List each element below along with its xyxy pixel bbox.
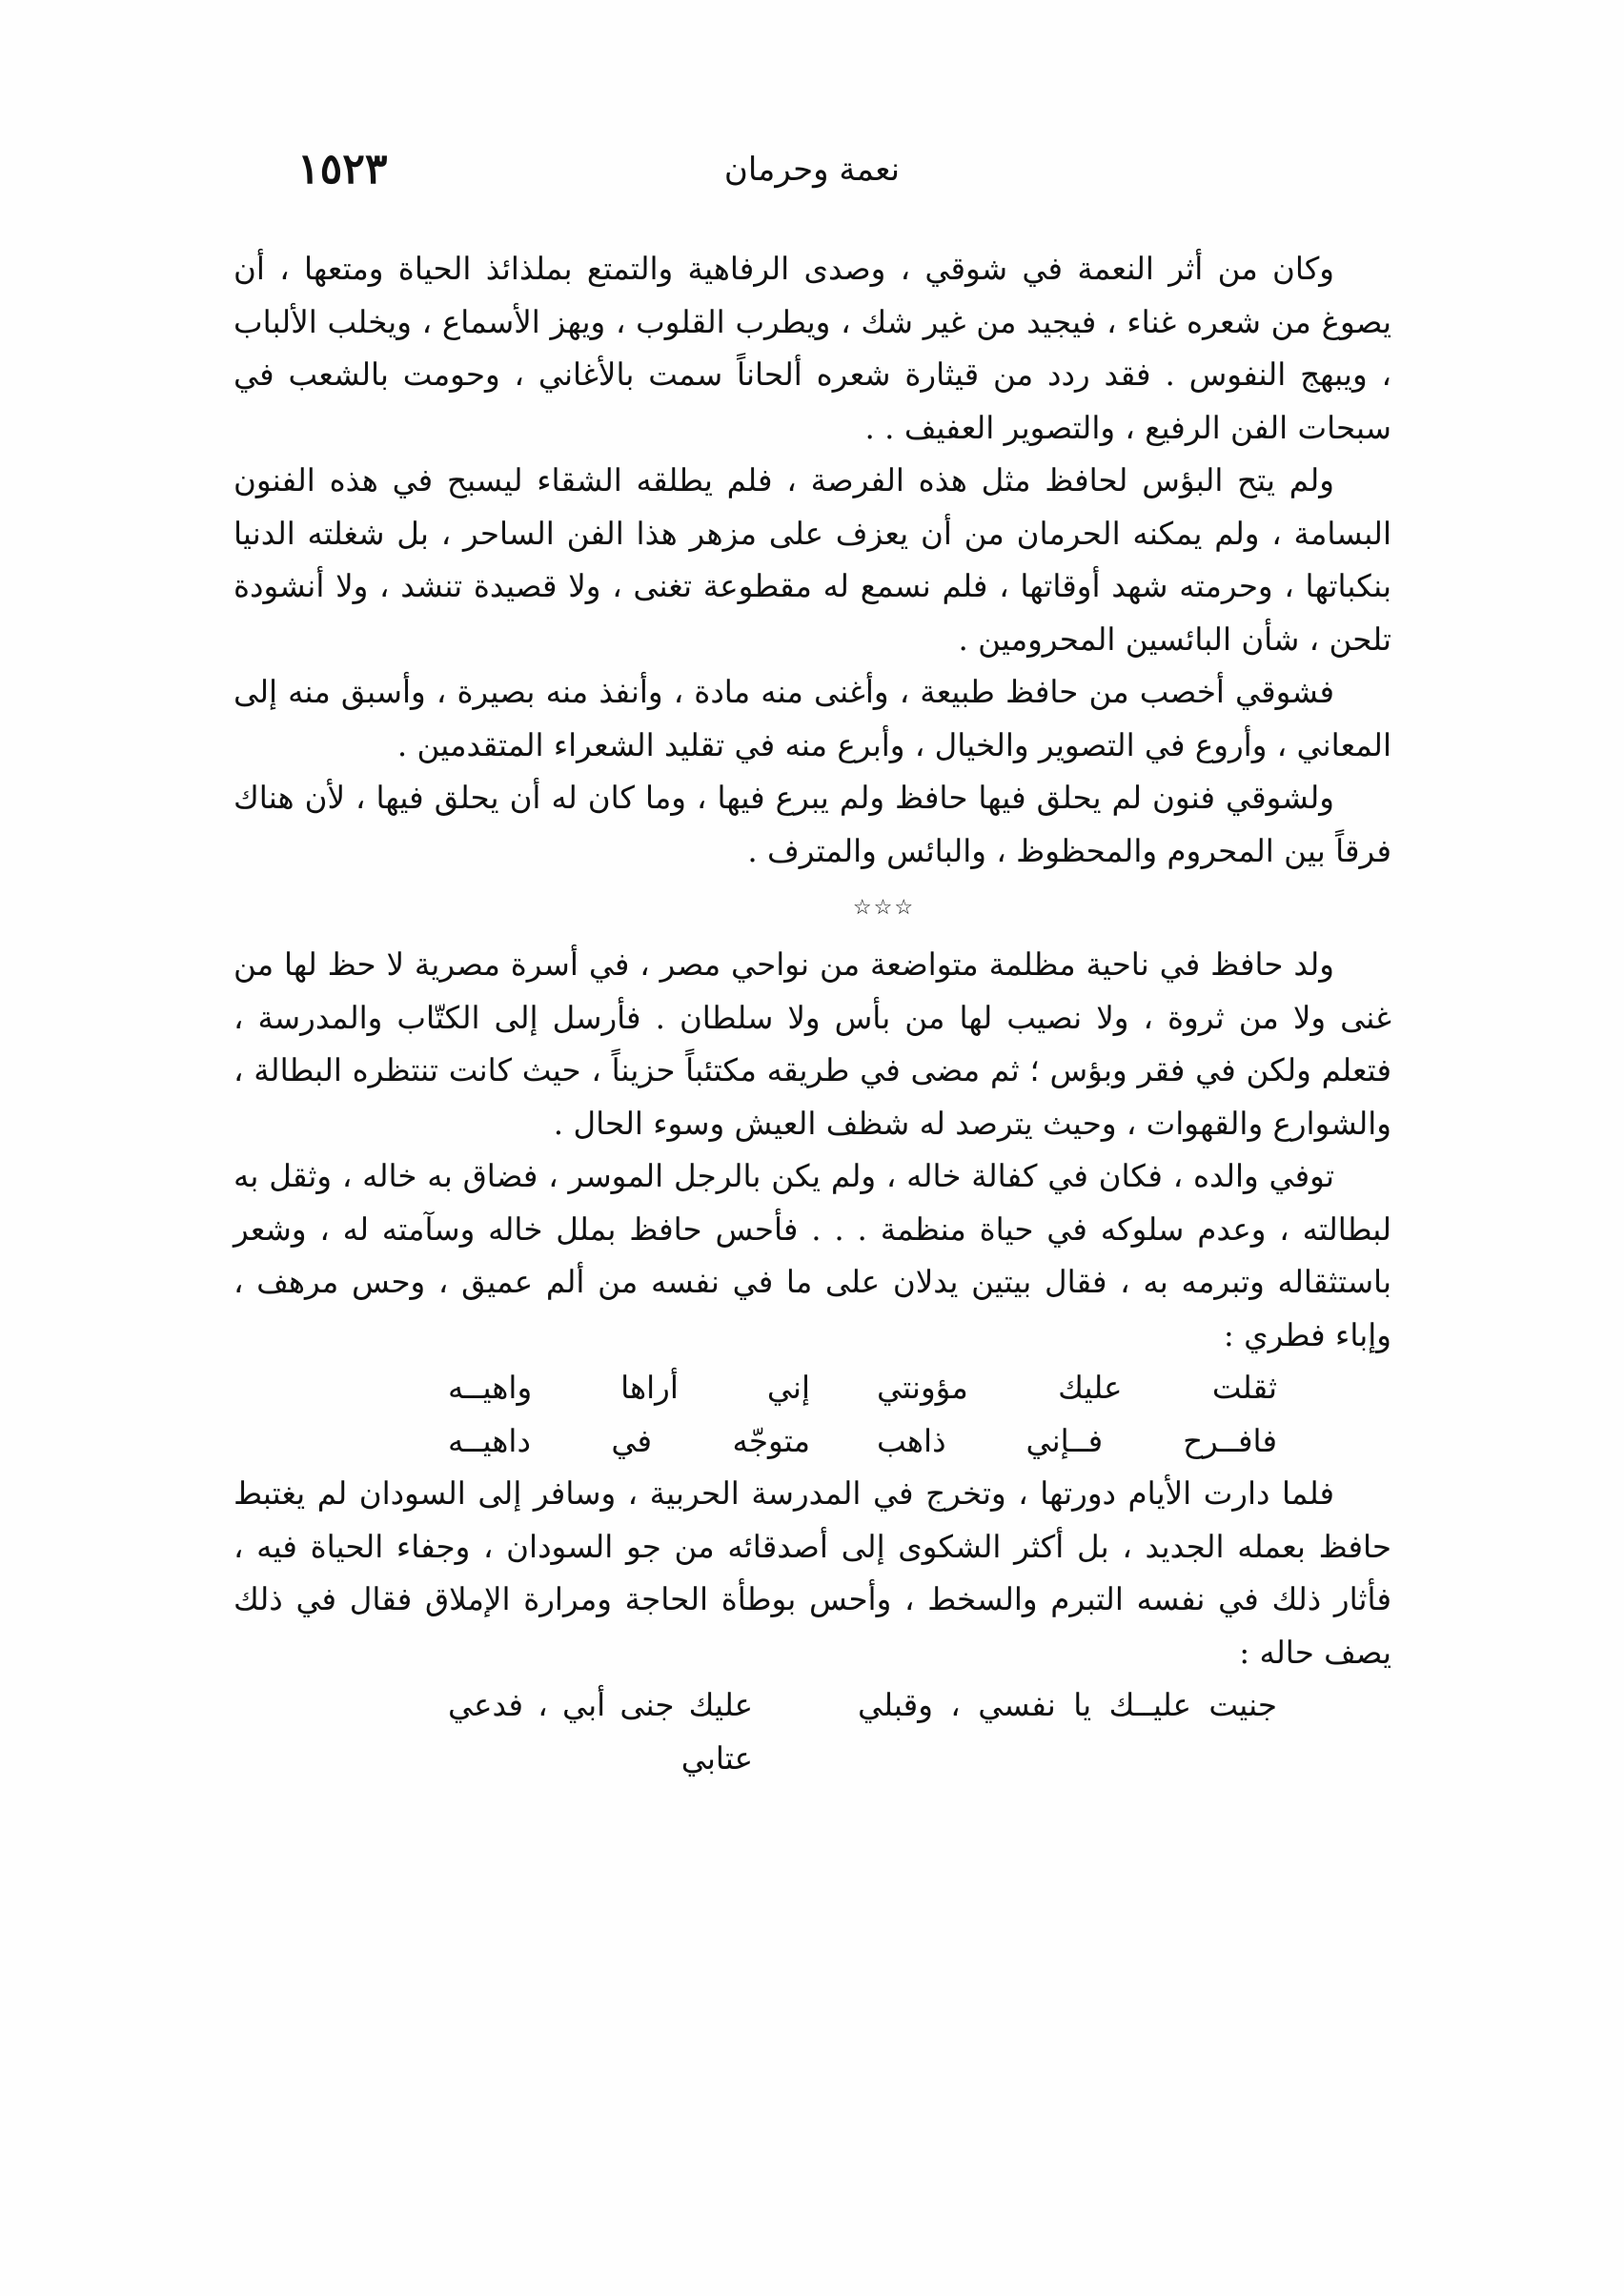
verse-second-hemistich: إني أراها واهيــه <box>448 1370 810 1406</box>
verse-second-hemistich: متوجّه في داهيــه <box>448 1422 810 1459</box>
running-title: نعمة وحرمان <box>723 151 901 189</box>
page-header <box>0 143 1624 200</box>
page-body <box>233 243 1391 1777</box>
paragraph: ولم يتح البؤس لحافظ مثل هذه الفرصة ، فلم يطلقه الشقاء ليسبح في هذه الفنون البسامة ، ولم يمكنه الحرمان من أن يعزف على مزهر هذا الفن الساحر ، بل شغلته الدنيا بنكباتها ، وحرمته شهد أوقاتها ، فلم نسمع له مقطوعة تغنى ، ولا قصيدة تنشد ، ولا أنشودة تلحن ، شأن البائسين المحرومين . <box>233 462 1391 658</box>
paragraph: ولد حافظ في ناحية مظلمة متواضعة من نواحي مصر ، في أسرة مصرية لا حظ لها من غنى ولا من ثروة ، ولا نصيب لها من بأس ولا سلطان . فأرسل إلى الكتّاب والمدرسة ، فتعلم ولكن في فقر وبؤس ؛ ثم مضى في طريقه مكتئباً حزيناً ، حيث كانت تنتظره البطالة ، والشوارع والقهوات ، وحيث يترصد له شظف العيش وسوء الحال . <box>233 946 1391 1142</box>
verse-first-hemistich: جنيت عليــك يا نفسي ، وقبلي <box>858 1687 1277 1723</box>
poem-block <box>233 1362 1391 1468</box>
poem-verse <box>233 1679 1391 1777</box>
paragraph: ولشوقي فنون لم يحلق فيها حافظ ولم يبرع فيها ، وما كان له أن يحلق فيها ، لأن هناك فرقاً بين المحروم والمحظوظ ، والبائس والمترف . <box>233 780 1391 869</box>
paragraph: فلما دارت الأيام دورتها ، وتخرج في المدرسة الحربية ، وسافر إلى السودان لم يغتبط حافظ بعمله الجديد ، بل أكثر الشكوى إلى أصدقائه من جو السودان ، وجفاء الحياة فيه ، فأثار ذلك في نفسه التبرم والسخط ، وأحس بوطأة الحاجة ومرارة الإملاق فقال في ذلك يصف حاله : <box>233 1475 1391 1671</box>
section-separator: ☆☆☆ <box>852 896 916 920</box>
poem-block <box>233 1679 1391 1777</box>
poem-verse <box>233 1362 1391 1415</box>
poem-verse <box>233 1415 1391 1469</box>
page-number: ١٥٢٣ <box>297 145 388 193</box>
verse-second-hemistich: عليك جنى أبي ، فدعي عتابي <box>448 1687 753 1777</box>
verse-first-hemistich: ثقلت عليك مؤونتي <box>877 1370 1277 1406</box>
paragraph: وكان من أثر النعمة في شوقي ، وصدى الرفاهية والتمتع بملذائذ الحياة ومتعها ، أن يصوغ من شعره غناء ، فيجيد من غير شك ، ويطرب القلوب ، ويهز الأسماع ، ويخلب الألباب ، ويبهج النفوس . فقد ردد من قيثارة شعره ألحاناً سمت بالأغاني ، وحومت بالشعب في سبحات الفن الرفيع ، والتصوير العفيف . . <box>233 251 1391 446</box>
paragraph: فشوقي أخصب من حافظ طبيعة ، وأغنى منه مادة ، وأنفذ منه بصيرة ، وأسبق منه إلى المعاني ، وأروع في التصوير والخيال ، وأبرع منه في تقليد الشعراء المتقدمين . <box>233 674 1391 763</box>
paragraph: توفي والده ، فكان في كفالة خاله ، ولم يكن بالرجل الموسر ، فضاق به خاله ، وثقل به لبطالته ، وعدم سلوكه في حياة منظمة . . . فأحس حافظ بملل خاله وسآمته له ، وشعر باستثقاله وتبرمه به ، فقال بيتين يدلان على ما في نفسه من ألم عميق ، وحس مرهف ، وإباء فطري : <box>233 1158 1391 1353</box>
verse-first-hemistich: فافــرح فــإني ذاهب <box>877 1422 1277 1459</box>
